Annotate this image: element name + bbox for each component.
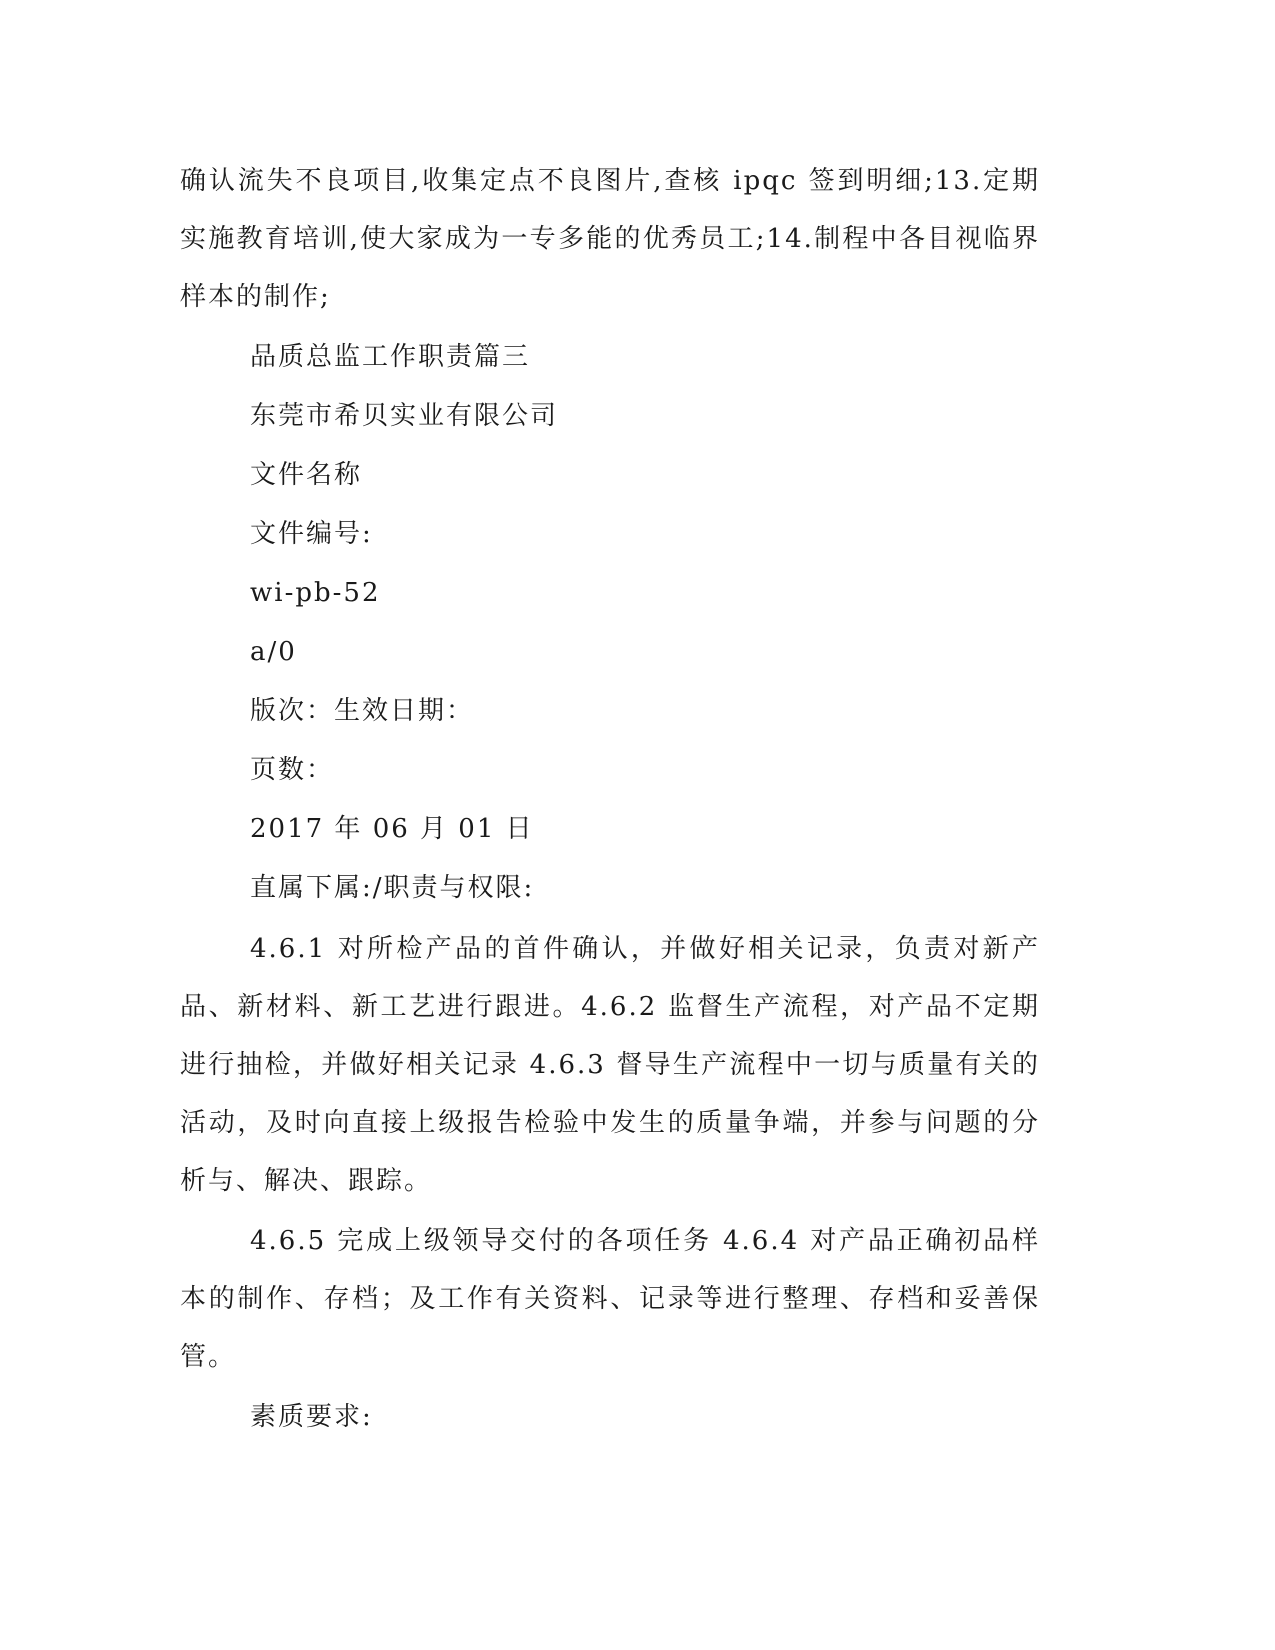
duties-paragraph-1: 4.6.1 对所检产品的首件确认，并做好相关记录，负责对新产品、新材料、新工艺进行跟进。4.6.2 监督生产流程，对产品不定期进行抽检，并做好相关记录 4.6.3 督导生产流程中一切与质量有关的活动，及时向直接上级报告检验中发生的质量争端，并参与问题的分析与、解决、跟踪。 — [180, 934, 1040, 1196]
continuation-paragraph: 确认流失不良项目,收集定点不良图片,查核 ipqc 签到明细;13.定期实施教育培训,使大家成为一专多能的优秀员工;14.制程中各目视临界样本的制作; — [180, 166, 1040, 312]
file-number-label: 文件编号: — [250, 519, 373, 549]
quality-requirements-label: 素质要求: — [250, 1402, 373, 1432]
duties-paragraph-2: 4.6.5 完成上级领导交付的各项任务 4.6.4 对产品正确初品样本的制作、存档；及工作有关资料、记录等进行整理、存档和妥善保管。 — [180, 1226, 1040, 1372]
subordinates-label: 直属下属:/职责与权限: — [250, 873, 535, 903]
file-name-label: 文件名称 — [250, 460, 363, 490]
file-number: wi-pb-52 — [250, 578, 381, 608]
pages-label: 页数： — [250, 755, 335, 785]
revision: a/0 — [250, 637, 297, 667]
company-name: 东莞市希贝实业有限公司 — [250, 401, 559, 431]
effective-date: 2017 年 06 月 01 日 — [250, 814, 534, 844]
section-title: 品质总监工作职责篇三 — [250, 342, 531, 372]
version-date-label: 版次：生效日期： — [250, 696, 475, 726]
document-page — [180, 152, 1040, 1447]
